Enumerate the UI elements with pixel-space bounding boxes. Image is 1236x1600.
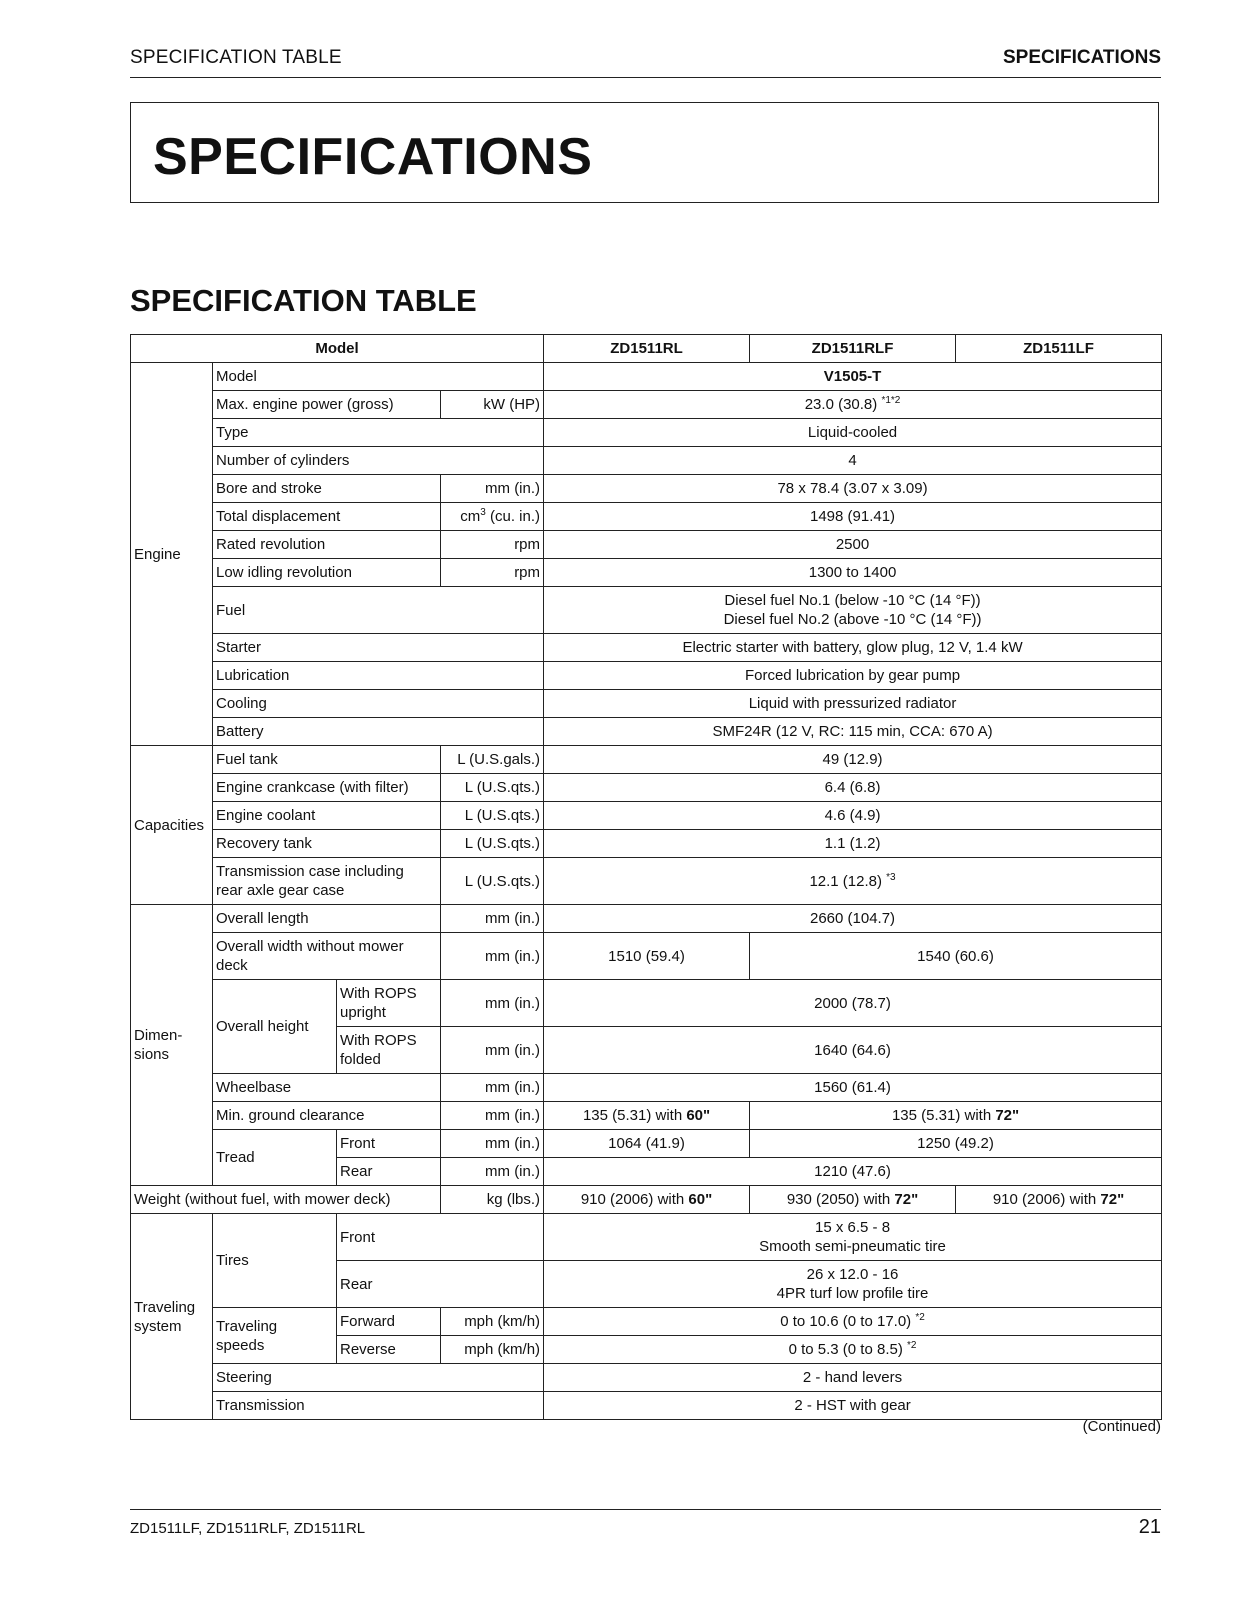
row-value: 910 (2006) with 60" <box>544 1186 750 1214</box>
table-row <box>131 858 1162 905</box>
engine-model-value: V1505-T <box>544 363 1162 391</box>
row-unit: rpm <box>441 531 544 559</box>
row-value: 4 <box>544 447 1162 475</box>
group-dimensions: Dimen- sions <box>131 905 213 1186</box>
group-traveling-system: Traveling system <box>131 1214 213 1420</box>
table-header-row <box>131 335 1162 363</box>
sub-label: Front <box>337 1214 544 1261</box>
row-unit: mm (in.) <box>441 1074 544 1102</box>
row-value: 0 to 10.6 (0 to 17.0) $^{*2}$ <box>544 1308 1162 1336</box>
table-row <box>131 980 1162 1027</box>
row-value: SMF24R (12 V, RC: 115 min, CCA: 670 A) <box>544 718 1162 746</box>
table-row <box>131 802 1162 830</box>
table-row <box>131 1102 1162 1130</box>
row-value: 1540 (60.6) <box>750 933 1162 980</box>
row-label: Low idling revolution <box>213 559 441 587</box>
header-zd1511rl: ZD1511RL <box>544 335 750 363</box>
row-value: Forced lubrication by gear pump <box>544 662 1162 690</box>
row-label: Transmission case including rear axle gear case <box>213 858 441 905</box>
sub-label: Front <box>337 1130 441 1158</box>
sub-label: Rear <box>337 1158 441 1186</box>
row-label: Max. engine power (gross) <box>213 391 441 419</box>
row-label: Bore and stroke <box>213 475 441 503</box>
table-row <box>131 774 1162 802</box>
row-label: Transmission <box>213 1392 544 1420</box>
sub-label: Rear <box>337 1261 544 1308</box>
row-label: Overall length <box>213 905 441 933</box>
row-value: 1.1 (1.2) <box>544 830 1162 858</box>
row-label: Weight (without fuel, with mower deck) <box>131 1186 441 1214</box>
table-row <box>131 830 1162 858</box>
row-unit: mm (in.) <box>441 475 544 503</box>
row-label: Number of cylinders <box>213 447 544 475</box>
row-value: 135 (5.31) with 72" <box>750 1102 1162 1130</box>
sub-label: With ROPS upright <box>337 980 441 1027</box>
table-row <box>131 503 1162 531</box>
row-unit: kW (HP) <box>441 391 544 419</box>
row-unit: $cm^3$ (cu. in.) <box>441 503 544 531</box>
row-label: Steering <box>213 1364 544 1392</box>
row-value: Liquid with pressurized radiator <box>544 690 1162 718</box>
row-value: 26 x 12.0 - 16 4PR turf low profile tire <box>544 1261 1162 1308</box>
table-row <box>131 1308 1162 1336</box>
row-value: 1250 (49.2) <box>750 1130 1162 1158</box>
row-unit: L (U.S.qts.) <box>441 830 544 858</box>
row-value: 2 - HST with gear <box>544 1392 1162 1420</box>
header-zd1511lf: ZD1511LF <box>956 335 1162 363</box>
row-value: 2660 (104.7) <box>544 905 1162 933</box>
row-unit: mm (in.) <box>441 1027 544 1074</box>
fuel-value: Diesel fuel No.1 (below -10 °C (14 °F)) Diesel fuel No.2 (above -10 °C (14 °F)) <box>544 587 1162 634</box>
row-value: 2000 (78.7) <box>544 980 1162 1027</box>
row-value: Electric starter with battery, glow plug, 12 V, 1.4 kW <box>544 634 1162 662</box>
row-value: 1300 to 1400 <box>544 559 1162 587</box>
table-row <box>131 419 1162 447</box>
row-label: Tread <box>213 1130 337 1186</box>
row-label: Fuel tank <box>213 746 441 774</box>
table-row <box>131 1392 1162 1420</box>
row-label: Wheelbase <box>213 1074 441 1102</box>
row-label: Engine coolant <box>213 802 441 830</box>
footnote-ref: *2 <box>907 1340 917 1351</box>
table-row <box>131 662 1162 690</box>
group-capacities: Capacities <box>131 746 213 905</box>
row-unit: kg (lbs.) <box>441 1186 544 1214</box>
row-value: 1510 (59.4) <box>544 933 750 980</box>
row-label: Overall height <box>213 980 337 1074</box>
transmission-capacity-value: 12.1 (12.8) $^{*3}$ <box>544 858 1162 905</box>
header-model: Model <box>131 335 544 363</box>
footnote-ref: *2 <box>915 1312 925 1323</box>
row-unit: L (U.S.qts.) <box>441 774 544 802</box>
header-zd1511rlf: ZD1511RLF <box>750 335 956 363</box>
row-label: Lubrication <box>213 662 544 690</box>
footnote-ref: *1*2 <box>881 395 901 406</box>
sub-label: Forward <box>337 1308 441 1336</box>
table-row <box>131 363 1162 391</box>
continued-note: (Continued) <box>1082 1418 1161 1435</box>
row-label: Starter <box>213 634 544 662</box>
row-unit: mm (in.) <box>441 1130 544 1158</box>
row-label: Traveling speeds <box>213 1308 337 1364</box>
row-unit: mm (in.) <box>441 905 544 933</box>
row-value: 910 (2006) with 72" <box>956 1186 1162 1214</box>
running-header-left: SPECIFICATION TABLE <box>130 47 342 68</box>
page-number: 21 <box>1138 1516 1161 1538</box>
row-label: Overall width without mower deck <box>213 933 441 980</box>
row-label: Tires <box>213 1214 337 1308</box>
table-row <box>131 1364 1162 1392</box>
row-unit: mph (km/h) <box>441 1308 544 1336</box>
table-row <box>131 559 1162 587</box>
row-value: 49 (12.9) <box>544 746 1162 774</box>
sub-label: With ROPS folded <box>337 1027 441 1074</box>
table-row <box>131 905 1162 933</box>
row-unit: mm (in.) <box>441 933 544 980</box>
row-label: Min. ground clearance <box>213 1102 441 1130</box>
row-label: Total displacement <box>213 503 441 531</box>
specification-table <box>130 334 1162 1420</box>
chapter-title-box <box>130 102 1159 203</box>
row-unit: mm (in.) <box>441 1158 544 1186</box>
row-value: 2500 <box>544 531 1162 559</box>
row-value: 930 (2050) with 72" <box>750 1186 956 1214</box>
row-unit: L (U.S.qts.) <box>441 858 544 905</box>
row-unit: rpm <box>441 559 544 587</box>
header-divider <box>130 77 1161 78</box>
footnote-ref: *3 <box>886 871 896 883</box>
footer-divider <box>130 1509 1161 1510</box>
row-label: Cooling <box>213 690 544 718</box>
row-value: 1498 (91.41) <box>544 503 1162 531</box>
row-label: Engine crankcase (with filter) <box>213 774 441 802</box>
row-value: 6.4 (6.8) <box>544 774 1162 802</box>
row-value: 1064 (41.9) <box>544 1130 750 1158</box>
row-unit: mph (km/h) <box>441 1336 544 1364</box>
engine-power-value: 23.0 (30.8) $^{*1*2}$ <box>544 391 1162 419</box>
table-row <box>131 1186 1162 1214</box>
row-value: Liquid-cooled <box>544 419 1162 447</box>
row-value: 2 - hand levers <box>544 1364 1162 1392</box>
table-row <box>131 746 1162 774</box>
sub-label: Reverse <box>337 1336 441 1364</box>
table-row <box>131 1214 1162 1261</box>
row-value: 78 x 78.4 (3.07 x 3.09) <box>544 475 1162 503</box>
footer-model-list: ZD1511LF, ZD1511RLF, ZD1511RL <box>130 1520 366 1537</box>
table-row <box>131 690 1162 718</box>
table-row <box>131 531 1162 559</box>
chapter-title: SPECIFICATIONS <box>153 128 593 186</box>
row-label: Rated revolution <box>213 531 441 559</box>
table-row <box>131 634 1162 662</box>
row-value: 15 x 6.5 - 8 Smooth semi-pneumatic tire <box>544 1214 1162 1261</box>
row-label: Fuel <box>213 587 544 634</box>
row-value: 1640 (64.6) <box>544 1027 1162 1074</box>
row-value: 1210 (47.6) <box>544 1158 1162 1186</box>
row-value: 1560 (61.4) <box>544 1074 1162 1102</box>
group-engine: Engine <box>131 363 213 746</box>
table-row <box>131 475 1162 503</box>
row-unit: L (U.S.qts.) <box>441 802 544 830</box>
section-title: SPECIFICATION TABLE <box>130 283 477 318</box>
row-label: Type <box>213 419 544 447</box>
row-value: 0 to 5.3 (0 to 8.5) $^{*2}$ <box>544 1336 1162 1364</box>
table-row <box>131 718 1162 746</box>
table-row <box>131 933 1162 980</box>
row-label: Battery <box>213 718 544 746</box>
row-value: 4.6 (4.9) <box>544 802 1162 830</box>
row-value: 135 (5.31) with 60" <box>544 1102 750 1130</box>
table-row <box>131 1074 1162 1102</box>
row-unit: mm (in.) <box>441 980 544 1027</box>
row-unit: mm (in.) <box>441 1102 544 1130</box>
row-unit: L (U.S.gals.) <box>441 746 544 774</box>
running-header-right: SPECIFICATIONS <box>1003 47 1161 68</box>
table-row <box>131 587 1162 634</box>
row-label: Recovery tank <box>213 830 441 858</box>
table-row <box>131 1130 1162 1158</box>
table-row <box>131 391 1162 419</box>
row-label: Model <box>213 363 544 391</box>
table-row <box>131 447 1162 475</box>
